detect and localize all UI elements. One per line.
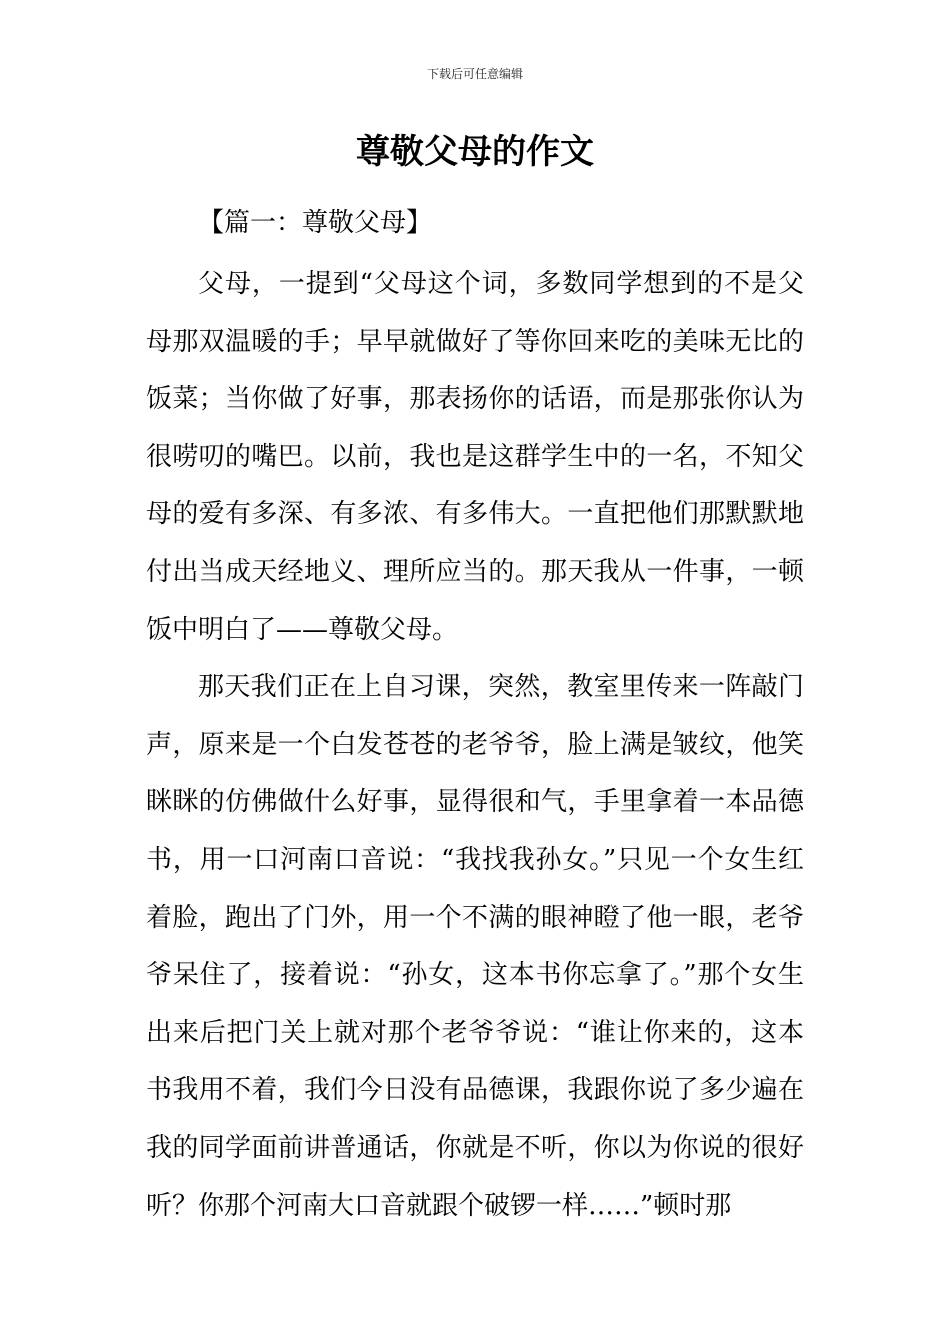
page-header-note: 下载后可任意编辑 (426, 67, 523, 81)
paragraph-1: 父母，一提到“父母这个词，多数同学想到的不是父母那双温暖的手；早早就做好了等你回来吃的美味无比的饭菜；当你做了好事，那表扬你的话语，而是那张你认为很唠叨的嘴巴。以前，我也是这群学生中的一名，不知父母的爱有多深、有多浓、有多伟大。一直把他们那默默地付出当成天经地义、理所应当的。那天我从一件事，一顿饭中明白了——尊敬父母。 (146, 269, 804, 645)
paragraph-2: 那天我们正在上自习课，突然，教室里传来一阵敲门声，原来是一个白发苍苍的老爷爷，脸上满是皱纹，他笑眯眯的仿佛做什么好事，显得很和气，手里拿着一本品德书，用一口河南口音说：“我找我孙女。”只见一个女生红着脸，跑出了门外，用一个不满的眼神瞪了他一眼，老爷爷呆住了，接着说：“孙女，这本书你忘拿了。”那个女生出来后把门关上就对那个老爷爷说：“谁让你来的，这本书我用不着，我们今日没有品德课，我跟你说了多少遍在我的同学面前讲普通话，你就是不听，你以为你说的很好听？你那个河南大口音就跟个破锣一样……”顿时那 (146, 672, 804, 1221)
document-title: 尊敬父母的作文 (356, 132, 594, 172)
section-heading: 【篇一：尊敬父母】 (198, 208, 433, 238)
body-text (146, 256, 804, 1235)
